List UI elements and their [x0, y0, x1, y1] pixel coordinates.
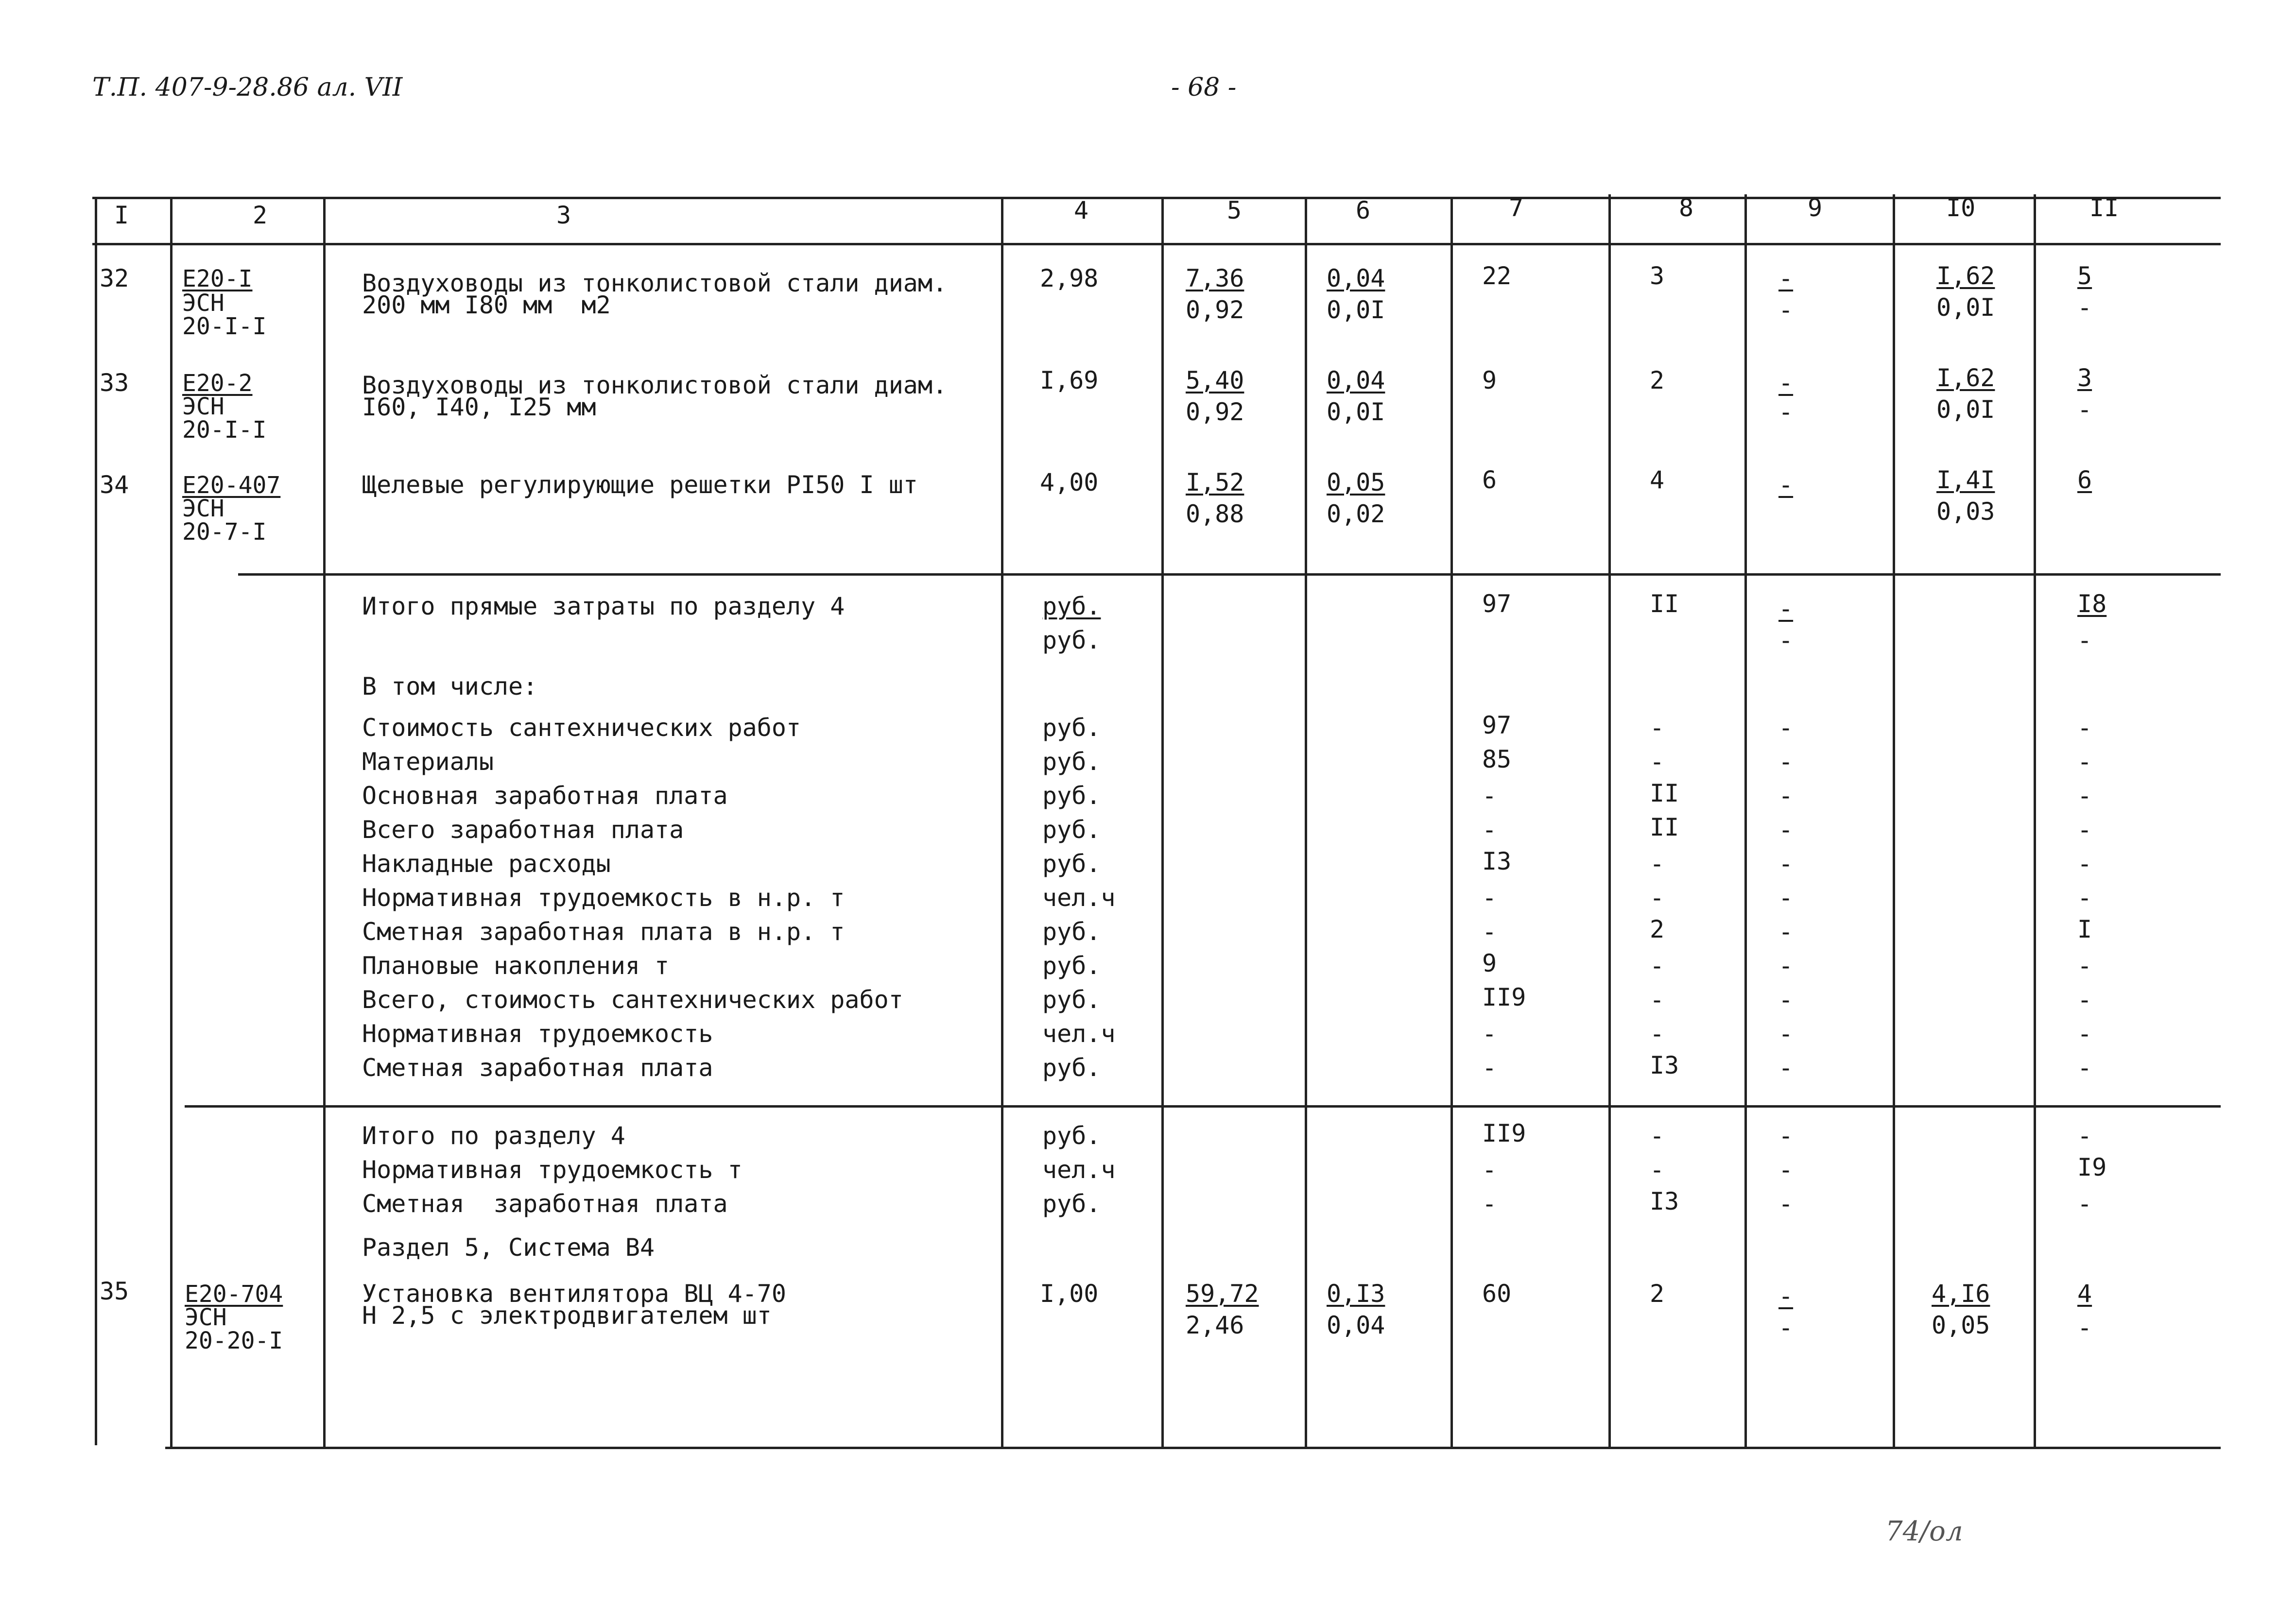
value-top: -	[1778, 471, 1794, 499]
value: I9	[2077, 1153, 2107, 1181]
value: -	[1778, 782, 1794, 810]
col-header-4: 4	[1074, 196, 1089, 224]
value: II	[1650, 590, 1679, 618]
row-number: 34	[100, 471, 129, 499]
value-top: 5,40	[1186, 366, 1244, 394]
unit: руб.	[1042, 1122, 1101, 1150]
unit: руб.	[1042, 1190, 1101, 1218]
value: -	[2077, 952, 2092, 980]
value-top: 0,04	[1327, 366, 1385, 394]
description: Н 2,5 с электродвигателем шт	[362, 1301, 772, 1330]
value: 85	[1482, 745, 1512, 773]
item-label: Всего заработная плата	[362, 816, 684, 844]
value-bottom: 0,02	[1327, 500, 1385, 528]
value: -	[1650, 1122, 1665, 1150]
row-number: 33	[100, 369, 129, 397]
rows-bottom-border	[238, 573, 2221, 576]
value: 2	[1650, 366, 1665, 394]
value: -	[1482, 1054, 1497, 1082]
value: -	[2077, 1020, 2092, 1048]
col-header-9: 9	[1808, 194, 1823, 222]
value: -	[1482, 1156, 1497, 1184]
value: -	[1778, 1190, 1794, 1218]
value: -	[1778, 1122, 1794, 1150]
row-number: 32	[100, 264, 129, 292]
value: II	[1650, 813, 1679, 841]
unit: руб.	[1042, 986, 1101, 1014]
unit: руб.	[1042, 748, 1101, 776]
item-label: Нормативная трудоемкость	[362, 1020, 713, 1048]
col-border-8	[1608, 194, 1611, 1448]
col-header-11: II	[2089, 194, 2119, 222]
including-label: В том числе:	[362, 672, 538, 701]
unit: руб.	[1042, 782, 1101, 810]
value-bottom: -	[2077, 293, 2092, 322]
value: -	[1650, 1020, 1665, 1048]
value: -	[1778, 714, 1794, 742]
unit: руб.	[1042, 1054, 1101, 1082]
value: -	[1650, 748, 1665, 776]
col-border-5	[1161, 197, 1164, 1448]
value: II9	[1482, 983, 1526, 1011]
value: I3	[1650, 1051, 1679, 1079]
value-bottom: 2,46	[1186, 1311, 1244, 1339]
value: 4	[1650, 466, 1665, 494]
item-label: Стоимость сантехнических работ	[362, 714, 801, 742]
description: Щелевые регулирующие решетки РI50 I шт	[362, 471, 918, 499]
col-header-2: 2	[253, 201, 268, 229]
value: -	[1778, 918, 1794, 946]
table-bottom-border	[165, 1447, 2221, 1449]
norm-code: Е20-407	[182, 472, 281, 499]
value-top: I,62	[1936, 262, 1995, 290]
value: -	[1482, 1190, 1497, 1218]
col-border-1	[95, 197, 97, 1445]
value: -	[2077, 1122, 2092, 1150]
col-header-7: 7	[1509, 194, 1524, 222]
value-top: 3	[2077, 364, 2092, 392]
value-bottom: 0,04	[1327, 1311, 1385, 1339]
unit: руб.	[1042, 816, 1101, 844]
total-label: Итого прямые затраты по разделу 4	[362, 592, 845, 620]
value: -	[1482, 816, 1497, 844]
col-header-1: I	[114, 201, 129, 229]
page-number: - 68 -	[1171, 73, 1237, 102]
value: -	[1778, 816, 1794, 844]
value: II	[1650, 779, 1679, 807]
value-bottom: 0,0I	[1327, 296, 1385, 324]
col-border-11	[2034, 194, 2036, 1448]
value: 9	[1482, 949, 1497, 977]
value-top: -	[1778, 264, 1794, 292]
value: 97	[1482, 711, 1512, 739]
value: 60	[1482, 1280, 1512, 1308]
value-top: -	[1778, 595, 1794, 623]
col-header-8: 8	[1679, 194, 1694, 222]
value: -	[1650, 952, 1665, 980]
item-label: Материалы	[362, 748, 494, 776]
value-bottom: 0,05	[1932, 1311, 1990, 1339]
value: 97	[1482, 590, 1512, 618]
value: II9	[1482, 1119, 1526, 1147]
norm-code: Е20-2	[182, 370, 253, 397]
item-label: Всего, стоимость сантехнических работ	[362, 986, 903, 1014]
col-border-9	[1744, 194, 1747, 1448]
value-bottom: -	[1778, 1314, 1794, 1342]
value: -	[1778, 986, 1794, 1014]
norm-code: Е20-I	[182, 265, 253, 292]
value: -	[1650, 714, 1665, 742]
value-bottom: -	[1778, 398, 1794, 426]
value-bottom: -	[1778, 296, 1794, 324]
value-top: 5	[2077, 262, 2092, 290]
col-header-5: 5	[1227, 196, 1242, 224]
value-top: 0,I3	[1327, 1280, 1385, 1308]
item-label: Сметная заработная плата	[362, 1054, 713, 1082]
item-label: Плановые накопления т	[362, 952, 670, 980]
value: I3	[1650, 1187, 1679, 1215]
breakdown-bottom-border	[185, 1105, 2221, 1108]
value: -	[1482, 884, 1497, 912]
value-bottom: -	[1778, 626, 1794, 654]
col-border-2	[170, 197, 173, 1448]
description: Воздуховоды из тонколистовой стали диам.	[362, 269, 948, 297]
unit: руб.	[1042, 952, 1101, 980]
col-border-6	[1305, 197, 1307, 1448]
norm-code: 20-20-I	[185, 1327, 283, 1354]
value-top: 4,I6	[1932, 1280, 1990, 1308]
row-number: 35	[100, 1277, 129, 1305]
norm-code: ЭСН	[182, 290, 224, 317]
value-top: I8	[2077, 590, 2107, 618]
value-top: 4	[2077, 1280, 2092, 1308]
value-bottom: 0,0I	[1936, 293, 1995, 322]
value: -	[1778, 884, 1794, 912]
value-bottom: 0,03	[1936, 497, 1995, 526]
quantity: I,00	[1040, 1280, 1099, 1308]
section-heading: Раздел 5, Система В4	[362, 1233, 655, 1262]
item-label: Итого по разделу 4	[362, 1122, 625, 1150]
norm-code: ЭСН	[182, 393, 224, 420]
value: 9	[1482, 366, 1497, 394]
value: -	[1778, 1156, 1794, 1184]
unit: руб.	[1042, 626, 1101, 654]
value: -	[1482, 1020, 1497, 1048]
value-top: 0,04	[1327, 264, 1385, 292]
value: I3	[1482, 847, 1512, 875]
corner-mark: 74/ол	[1885, 1516, 1963, 1547]
value-bottom: 0,0I	[1327, 398, 1385, 426]
item-label: Нормативная трудоемкость в н.р. т	[362, 884, 845, 912]
value-bottom: -	[2077, 626, 2092, 654]
value: -	[2077, 816, 2092, 844]
value-top: 59,72	[1186, 1280, 1259, 1308]
unit: руб.	[1042, 592, 1101, 620]
value-bottom: 0,0I	[1936, 395, 1995, 424]
norm-code: Е20-704	[185, 1281, 283, 1308]
value: -	[1778, 952, 1794, 980]
value-top: I,62	[1936, 364, 1995, 392]
col-header-10: I0	[1946, 194, 1976, 222]
value: -	[1650, 884, 1665, 912]
unit: чел.ч	[1042, 884, 1116, 912]
norm-code: 20-I-I	[182, 416, 267, 444]
value: -	[1482, 918, 1497, 946]
norm-code: 20-I-I	[182, 313, 267, 340]
value-top: 0,05	[1327, 468, 1385, 496]
item-label: Сметная заработная плата	[362, 1190, 728, 1218]
description: I60, I40, I25 мм	[362, 393, 596, 421]
value: 6	[1482, 466, 1497, 494]
unit: руб.	[1042, 714, 1101, 742]
unit: чел.ч	[1042, 1156, 1116, 1184]
item-label: Накладные расходы	[362, 850, 611, 878]
quantity: 2,98	[1040, 264, 1099, 292]
table-top-border	[92, 197, 2221, 199]
col-border-3	[323, 197, 326, 1448]
value: I	[2077, 915, 2092, 943]
norm-code: ЭСН	[185, 1304, 227, 1331]
norm-code: 20-7-I	[182, 518, 267, 546]
value-top: -	[1778, 1282, 1794, 1310]
value: 2	[1650, 915, 1665, 943]
item-label: Нормативная трудоемкость т	[362, 1156, 742, 1184]
col-border-4	[1001, 197, 1003, 1448]
value: -	[1778, 1054, 1794, 1082]
value: -	[2077, 884, 2092, 912]
col-border-10	[1893, 194, 1895, 1448]
document-reference: Т.П. 407-9-28.86 ал. VII	[92, 73, 403, 102]
description: Воздуховоды из тонколистовой стали диам.	[362, 371, 948, 399]
header-bottom-border	[92, 243, 2221, 245]
value: 3	[1650, 262, 1665, 290]
value: -	[2077, 850, 2092, 878]
value-top: I,4I	[1936, 466, 1995, 494]
value: -	[1482, 782, 1497, 810]
value: -	[1778, 850, 1794, 878]
value-top: 7,36	[1186, 264, 1244, 292]
description: Установка вентилятора ВЦ 4-70	[362, 1280, 786, 1308]
col-header-6: 6	[1356, 196, 1371, 224]
value-top: -	[1778, 369, 1794, 397]
value-bottom: 0,92	[1186, 296, 1244, 324]
col-border-7	[1450, 197, 1453, 1448]
item-label: Сметная заработная плата в н.р. т	[362, 918, 845, 946]
col-header-3: 3	[556, 201, 571, 229]
value: -	[1650, 1156, 1665, 1184]
value: -	[2077, 1054, 2092, 1082]
unit: чел.ч	[1042, 1020, 1116, 1048]
unit: руб.	[1042, 850, 1101, 878]
value: -	[2077, 782, 2092, 810]
value: -	[1650, 986, 1665, 1014]
value-top: I,52	[1186, 468, 1244, 496]
quantity: I,69	[1040, 366, 1099, 394]
value: -	[1778, 748, 1794, 776]
unit: руб.	[1042, 918, 1101, 946]
value-bottom: 0,92	[1186, 398, 1244, 426]
value: -	[1778, 1020, 1794, 1048]
quantity: 4,00	[1040, 468, 1099, 496]
value: 22	[1482, 262, 1512, 290]
norm-code: ЭСН	[182, 495, 224, 522]
value: -	[2077, 748, 2092, 776]
value: -	[2077, 714, 2092, 742]
value: -	[1650, 850, 1665, 878]
value-bottom: 0,88	[1186, 500, 1244, 528]
value-bottom: -	[2077, 395, 2092, 424]
value: -	[2077, 1190, 2092, 1218]
item-label: Основная заработная плата	[362, 782, 728, 810]
value-bottom: -	[2077, 1314, 2092, 1342]
description: 200 мм I80 мм м2	[362, 291, 611, 319]
value: 2	[1650, 1280, 1665, 1308]
value: -	[2077, 986, 2092, 1014]
value-top: 6	[2077, 466, 2092, 494]
